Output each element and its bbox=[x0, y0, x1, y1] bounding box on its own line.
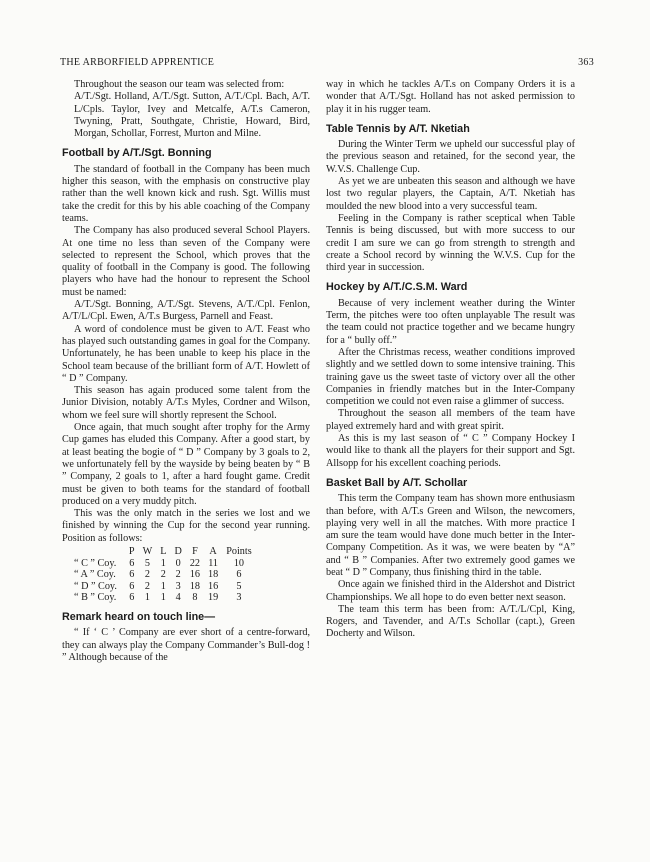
cell-played: 6 bbox=[129, 569, 135, 581]
cell-drawn: 0 bbox=[175, 557, 181, 569]
cell-lost: 1 bbox=[160, 557, 166, 569]
cell-lost: 2 bbox=[160, 569, 166, 581]
table-tennis-paragraph: During the Winter Term we upheld our successful play of the previous season and retained, for the second year, the W.V.S. Challenge Cup. bbox=[326, 139, 575, 175]
football-paragraph: Once again, that much sought after trophy for the Army Cup games has eluded this Company. After a good start, by at least beating the bogie of “ D ” Company by 3 goals to 2, we unfortunately fell by the wayside by being beaten by “ B ” Company, 2 goals to 1, after a hard fought game. Credit must be given to both teams for the standard of football produced on a very muddy pitch. bbox=[62, 422, 310, 507]
remark-paragraph: “ If ‘ C ’ Company are ever short of a centre-forward, they can always play the Company Commander’s Bull-dog ! ” Although because of the bbox=[62, 627, 310, 663]
cell-lost: 1 bbox=[160, 580, 166, 592]
league-col-header: Points bbox=[226, 545, 252, 557]
cell-for: 22 bbox=[189, 557, 200, 569]
cell-for: 8 bbox=[192, 592, 198, 604]
cell-played: 6 bbox=[129, 592, 135, 604]
basketball-paragraph: Once again we finished third in the Aldershot and District Championships. We all hope to do even better next season. bbox=[326, 579, 575, 603]
team-name: “ D ” Coy. bbox=[74, 580, 117, 592]
league-table bbox=[74, 546, 256, 604]
hockey-heading: Hockey by A/T./C.S.M. Ward bbox=[326, 281, 468, 294]
hockey-paragraph: Throughout the season all members of the team have played extremely hard and with great spirit. bbox=[326, 408, 575, 432]
team-name: “ A ” Coy. bbox=[74, 569, 116, 581]
league-col-header: W bbox=[142, 545, 153, 557]
school-players-names: A/T./Sgt. Bonning, A/T./Sgt. Stevens, A/T./Cpl. Fenlon, A/T/L/Cpl. Ewen, A/T.s Burgess, Parnell and Feast. bbox=[62, 299, 310, 323]
hockey-paragraph: As this is my last season of “ C ” Company Hockey I would like to thank all the players for their support and Sgt. Allsopp for his excellent coaching periods. bbox=[326, 433, 575, 469]
cell-against: 19 bbox=[208, 592, 219, 604]
league-table-row bbox=[74, 592, 256, 604]
table-tennis-heading: Table Tennis by A/T. Nketiah bbox=[326, 122, 470, 135]
table-tennis-paragraph: Feeling in the Company is rather sceptical when Table Tennis is being discussed, but with more success to our credit I am sure we can go from strength to strength and create a School record by winning the W.V.S. Cup for the third year in succession. bbox=[326, 212, 575, 274]
intro-paragraph: Throughout the season our team was selected from: bbox=[74, 79, 285, 90]
league-col-header: P bbox=[128, 545, 135, 557]
cell-drawn: 4 bbox=[175, 592, 181, 604]
remark-heading: Remark heard on touch line— bbox=[62, 610, 215, 623]
page-number: 363 bbox=[578, 57, 594, 68]
cell-for: 16 bbox=[189, 569, 200, 581]
table-tennis-paragraph: As yet we are unbeaten this season and although we have lost two regular players, the Captain, A/T. Nketiah has moulded the new blood into a very successful team. bbox=[326, 176, 575, 212]
right-column bbox=[326, 79, 575, 641]
cell-points: 6 bbox=[236, 569, 242, 581]
cell-won: 5 bbox=[144, 557, 150, 569]
cell-against: 16 bbox=[208, 580, 219, 592]
cell-points: 5 bbox=[236, 580, 242, 592]
league-table-row bbox=[74, 558, 256, 570]
cell-lost: 1 bbox=[160, 592, 166, 604]
cell-against: 11 bbox=[208, 557, 218, 569]
league-col-header: L bbox=[160, 545, 167, 557]
cell-won: 2 bbox=[144, 569, 150, 581]
hockey-paragraph: After the Christmas recess, weather conditions improved slightly and we settled down to some intensive training. This training gave us the sweet taste of victory over all the other Companies in friendly matches but in the Inter-Company competition we could not even raise a glimmer of success. bbox=[326, 346, 575, 408]
running-header bbox=[60, 57, 594, 71]
league-table-header bbox=[74, 546, 256, 558]
league-table-row bbox=[74, 581, 256, 593]
basketball-heading: Basket Ball by A/T. Schollar bbox=[326, 476, 468, 489]
cell-points: 10 bbox=[233, 557, 245, 569]
cell-against: 18 bbox=[208, 569, 219, 581]
journal-title: THE ARBORFIELD APPRENTICE bbox=[60, 57, 215, 68]
left-column bbox=[62, 79, 310, 664]
football-paragraph: The standard of football in the Company has been much higher this season, with the emphasis on constructive play rather than the well known kick and rush. Sgt. Willis must take the credit for this by his able coaching of the Company teams. bbox=[62, 163, 310, 224]
cell-for: 18 bbox=[189, 580, 200, 592]
football-paragraph: The Company has also produced several School Players. At one time no less than seven of the Company were selected to represent the School, which proves that the quality of football in the Company is good. The following players who have had the honour to represent the School must be named: bbox=[62, 225, 310, 298]
cell-points: 3 bbox=[236, 592, 242, 604]
league-col-header: F bbox=[192, 545, 198, 557]
continued-paragraph: way in which he tackles A/T.s on Company Orders it is a wonder that A/T./Sgt. Holland has not asked permission to play it in his rugger team. bbox=[326, 79, 575, 115]
team-names: A/T./Sgt. Holland, A/T./Sgt. Sutton, A/T./Cpl. Bach, A/T. L/Cpls. Taylor, Ivey and Metcalfe, A/T.s Cameron, Twyning, Pratt, Southgate, Christie, Howard, Bird, Morgan, Schollar, Forrest, Murton and Milne. bbox=[74, 91, 310, 140]
cell-won: 1 bbox=[144, 592, 150, 604]
cell-drawn: 3 bbox=[175, 580, 181, 592]
hockey-paragraph: Because of very inclement weather during the Winter Term, the pitches were too often unplayable The result was the team could not practice together and we became hungry for a “ bully off.” bbox=[326, 297, 575, 346]
cell-played: 6 bbox=[129, 557, 135, 569]
cell-drawn: 2 bbox=[175, 569, 181, 581]
football-paragraph: This was the only match in the series we lost and we finished by winning the Cup for the second year running. Position as follows: bbox=[62, 508, 310, 544]
basketball-paragraph: The team this term has been from: A/T./L/Cpl, King, Rogers, and Tavender, and A/T.s Schollar (capt.), Green Docherty and Wilson. bbox=[326, 603, 575, 640]
league-col-team bbox=[74, 546, 125, 558]
league-col-header: D bbox=[174, 545, 182, 557]
basketball-paragraph: This term the Company team has shown more enthusiasm than before, with A/T.s Green and Wilson, the newcomers, playing very well in all the matches. With more practice I am sure the team would have done much better in the Inter-Company Competition. As it was, we were beaten by “A” and “ B ” Companies. After two extremely good games we beat “ D ” Company, thus finishing third in the table. bbox=[326, 493, 575, 578]
cell-won: 2 bbox=[144, 580, 150, 592]
team-name: “ C ” Coy. bbox=[74, 557, 117, 569]
football-paragraph: A word of condolence must be given to A/T. Feast who has played such outstanding games in goal for the Company. Unfortunately, he has been unable to keep his place in the School team because of the brilliant form of A/T. Howlett of “ D ” Company. bbox=[62, 323, 310, 384]
team-name: “ B ” Coy. bbox=[74, 592, 117, 604]
football-paragraph: This season has again produced some talent from the Junior Division, notably A/T.s Myles, Cordner and Wilson, whom we feel sure will shortly represent the School. bbox=[62, 385, 310, 421]
football-heading: Football by A/T./Sgt. Bonning bbox=[62, 147, 212, 160]
league-table-row bbox=[74, 569, 256, 581]
cell-played: 6 bbox=[129, 580, 135, 592]
league-col-header: A bbox=[209, 545, 217, 557]
